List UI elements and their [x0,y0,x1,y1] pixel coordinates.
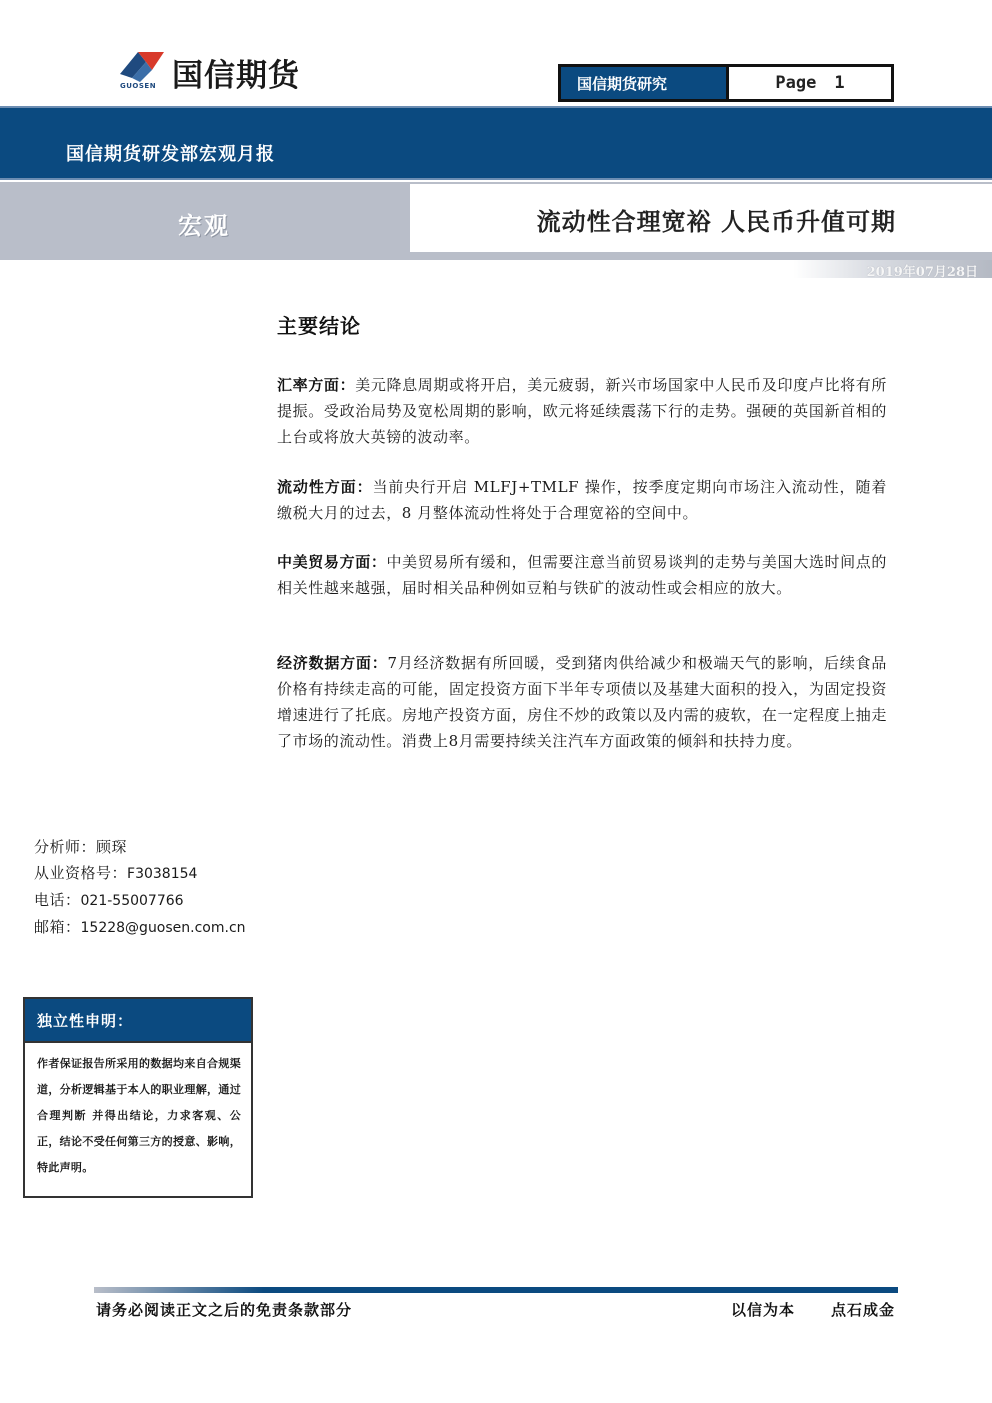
declaration-body: 作者保证报告所采用的数据均来自合规渠道，分析逻辑基于本人的职业理解，通过合理判断 并得出结论，力求客观、公正，结论不受任何第三方的授意、影响，特此声明。 [37,1057,241,1174]
report-title: 流动性合理宽裕 人民币升值可期 [536,207,896,236]
analyst-email[interactable]: 15228@guosen.com.cn [80,920,246,936]
analyst-license: F3038154 [127,866,198,882]
analyst-license-row: 从业资格号：F3038154 [34,864,198,882]
declaration-title: 独立性申明： [25,999,251,1043]
company-logo [116,48,356,96]
research-label: 国信期货研究 [561,67,729,99]
page-indicator [729,67,891,99]
paragraph-head: 汇率方面： [277,376,356,394]
analyst-phone-row: 电话：021-55007766 [34,891,184,909]
paragraph-text: 美元降息周期或将开启，美元疲弱，新兴市场国家中人民币及印度卢比将有所提振。受政治局势及宽松周期的影响，欧元将延续震荡下行的走势。强硬的英国新首相的上台或将放大英镑的波动率。 [277,376,887,446]
section-title: 主要结论 [277,314,361,338]
analyst-email-row: 邮箱：15228@guosen.com.cn [34,918,246,936]
paragraph-fx [277,372,887,450]
paragraph-text: 当前央行开启 MLFJ+TMLF 操作，按季度定期向市场注入流动性，随着缴税大月的过去，8 月整体流动性将处于合理宽裕的空间中。 [277,478,887,522]
category-label: 宏观 [178,211,230,240]
report-title-panel [410,184,992,252]
logo-sub-text: GUOSEN [120,82,157,90]
analyst-info [34,834,246,941]
logo-name: 国信期货 [172,58,300,94]
analyst-name: 顾琛 [96,838,128,856]
paragraph-text: 中美贸易所有缓和，但需要注意当前贸易谈判的走势与美国大选时间点的相关性越来越强，届时相关品种例如豆粕与铁矿的波动性或会相应的放大。 [277,553,888,597]
analyst-phone: 021-55007766 [80,893,184,909]
paragraph-economy [277,650,887,754]
paragraph-head: 流动性方面： [277,478,373,496]
department-title: 国信期货研发部宏观月报 [66,144,275,165]
paragraph-trade [277,549,887,601]
footer-slogan-1: 以信为本 [730,1301,795,1319]
footer-divider-accent [94,1287,264,1293]
independence-declaration [23,997,253,1198]
page-number: 1 [834,73,845,93]
paragraph-liquidity [277,474,887,526]
footer-slogan [731,1299,895,1320]
analyst-name-row: 分析师：顾琛 [34,838,128,856]
header-page-box [558,64,894,102]
page-label: Page [775,73,817,93]
footer-disclaimer: 请务必阅读正文之后的免责条款部分 [96,1301,353,1319]
department-band [0,106,992,180]
report-date: 2019年07月28日 [866,265,978,280]
paragraph-head: 中美贸易方面： [277,553,387,571]
paragraph-head: 经济数据方面： [277,654,388,672]
paragraph-text: 7月经济数据有所回暖，受到猪肉供给减少和极端天气的影响，后续食品价格有持续走高的可能，固定投资方面下半年专项债以及基建大面积的投入，为固定投资增速进行了托底。房地产投资方面，房住不炒的政策以及内需的疲软，在一定程度上抽走了市场的流动性。消费上8月需要持续关注汽车方面政策的倾斜和扶持力度。 [277,654,887,750]
footer-slogan-2: 点石成金 [830,1301,895,1319]
date-strip [0,260,992,278]
